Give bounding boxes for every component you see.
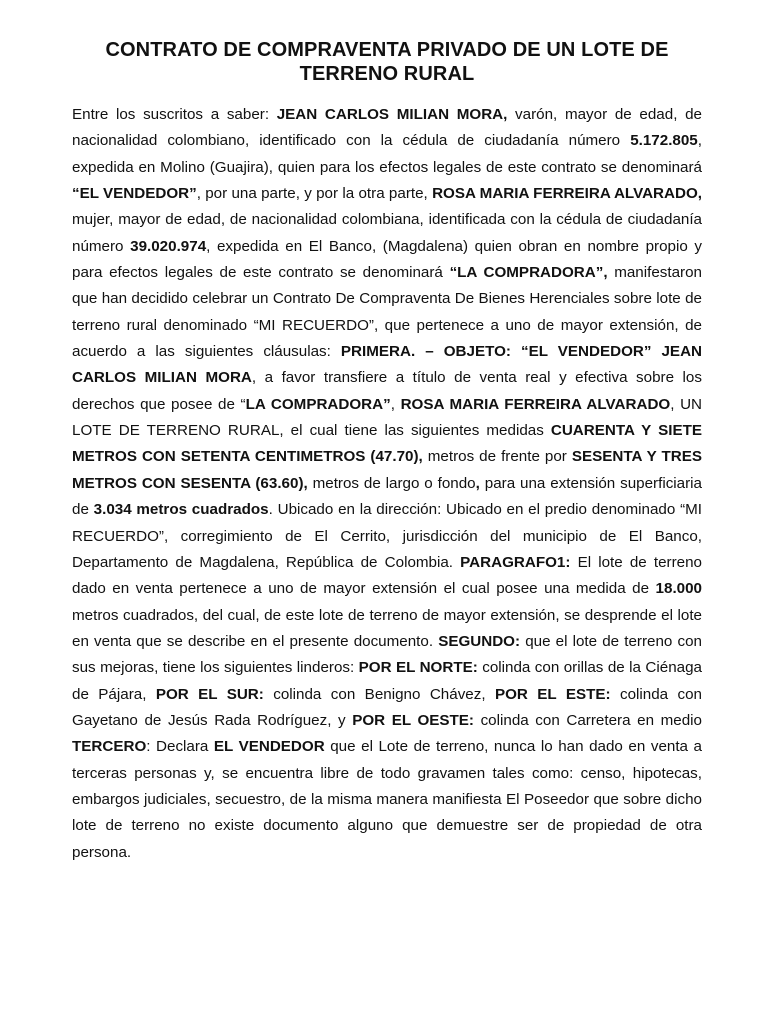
lot-area: 3.034 metros cuadrados	[93, 501, 269, 519]
depth-measure: SESENTA Y TRES METROS CON SESENTA (63.60),	[72, 448, 702, 492]
bold-comma: ,	[475, 474, 480, 492]
text-run: para una extensión superficiaria de	[72, 474, 702, 519]
buyer-term-ref: LA COMPRADORA”	[245, 395, 391, 413]
text-run: que el lote de terreno con sus mejoras, tiene los siguientes linderos:	[72, 632, 702, 677]
west-boundary-label: POR EL OESTE:	[352, 711, 474, 729]
front-measure: CUARENTA Y SIETE METROS CON SETENTA CENTIMETROS (47.70),	[72, 422, 702, 466]
text-run: El lote de terreno dado en venta pertenece a uno de mayor extensión el cual posee una medida de	[72, 553, 702, 598]
text-run: : Declara	[146, 738, 214, 756]
text-run: que el Lote de terreno, nunca lo han dado en venta a terceras personas y, se encuentra libre de todo gravamen tales como: censo, hipotecas, embargos judiciales, secuestro, de la misma manera manifiesta El Poseedor que sobre dicho lote de terreno no existe documento alguno que demuestre ser de propiedad de otra persona.	[72, 738, 702, 861]
text-run: , UN LOTE DE TERRENO RURAL, el cual tiene las siguientes medidas	[72, 395, 703, 440]
vendor-term: “EL VENDEDOR”	[72, 185, 197, 203]
text-run: , a favor transfiere a título de venta real y efectiva sobre los derechos que posee de “	[72, 369, 702, 413]
north-boundary-label: POR EL NORTE:	[358, 659, 478, 677]
buyer-name-ref: ROSA MARIA FERREIRA ALVARADO	[400, 395, 671, 413]
paragraph-one-heading: PARAGRAFO1:	[460, 553, 571, 571]
text-run: colinda con orillas de la Ciénaga de Pájara,	[72, 659, 702, 703]
clause-third-heading: TERCERO	[72, 738, 147, 756]
text-run: , expedida en Molino (Guajira), quien para los efectos legales de este contrato se denominará	[72, 132, 702, 176]
text-run: manifestaron que han decidido celebrar un Contrato De Compraventa De Bienes Herenciales sobre lote de terreno rural denominado “MI RECUERDO”, que pertenece a uno de mayor extensión, de acuerdo a las siguientes cláusulas:	[72, 264, 703, 361]
contract-body-paragraph	[72, 102, 702, 866]
document-title: CONTRATO DE COMPRAVENTA PRIVADO DE UN LOTE DE TERRENO RURAL	[105, 39, 669, 85]
text-run: metros de largo o fondo	[307, 474, 476, 492]
buyer-id-number: 39.020.974	[130, 237, 207, 255]
larger-lot-area: 18.000	[655, 580, 702, 598]
text-run: colinda con Gayetano de Jesús Rada Rodríguez, y	[72, 685, 702, 729]
text-run: mujer, mayor de edad, de nacionalidad colombiana, identificada con la cédula de ciudadanía número	[72, 211, 702, 255]
south-boundary-label: POR EL SUR:	[155, 685, 264, 703]
vendor-term-ref: EL VENDEDOR	[213, 738, 325, 756]
text-run: , expedida en El Banco, (Magdalena) quien obran en nombre propio y para efectos legales de este contrato se denominará	[72, 237, 702, 282]
buyer-name: ROSA MARIA FERREIRA ALVARADO,	[432, 185, 702, 203]
text-run: metros cuadrados, del cual, de este lote de terreno de mayor extensión, se desprende el lote en venta que se describe en el presente documento.	[72, 606, 702, 650]
vendor-name: JEAN CARLOS MILIAN MORA,	[276, 106, 508, 123]
text-run: colinda con Carretera en medio	[473, 711, 702, 729]
text-run: , por una parte, y por la otra parte,	[196, 185, 433, 203]
text-run: ,	[390, 395, 401, 413]
text-run: Entre los suscritos a saber:	[72, 106, 277, 123]
vendor-id-number: 5.172.805	[630, 132, 698, 150]
east-boundary-label: POR EL ESTE:	[494, 685, 611, 703]
clause-second-heading: SEGUNDO:	[438, 632, 521, 650]
text-run: metros de frente por	[422, 448, 572, 466]
clause-first-heading: PRIMERA. – OBJETO: “EL VENDEDOR” JEAN CARLOS MILIAN MORA	[72, 343, 702, 387]
text-run: . Ubicado en la dirección: Ubicado en el predio denominado “MI RECUERDO”, corregimiento de El Cerrito, jurisdicción del municipio de El Banco, Departamento de Magdalena, República de Colombia.	[72, 501, 702, 571]
buyer-term: “LA COMPRADORA”,	[449, 264, 608, 282]
text-run: colinda con Benigno Chávez,	[263, 685, 495, 703]
text-run: varón, mayor de edad, de nacionalidad colombiano, identificado con la cédula de ciudadanía número	[72, 106, 702, 150]
